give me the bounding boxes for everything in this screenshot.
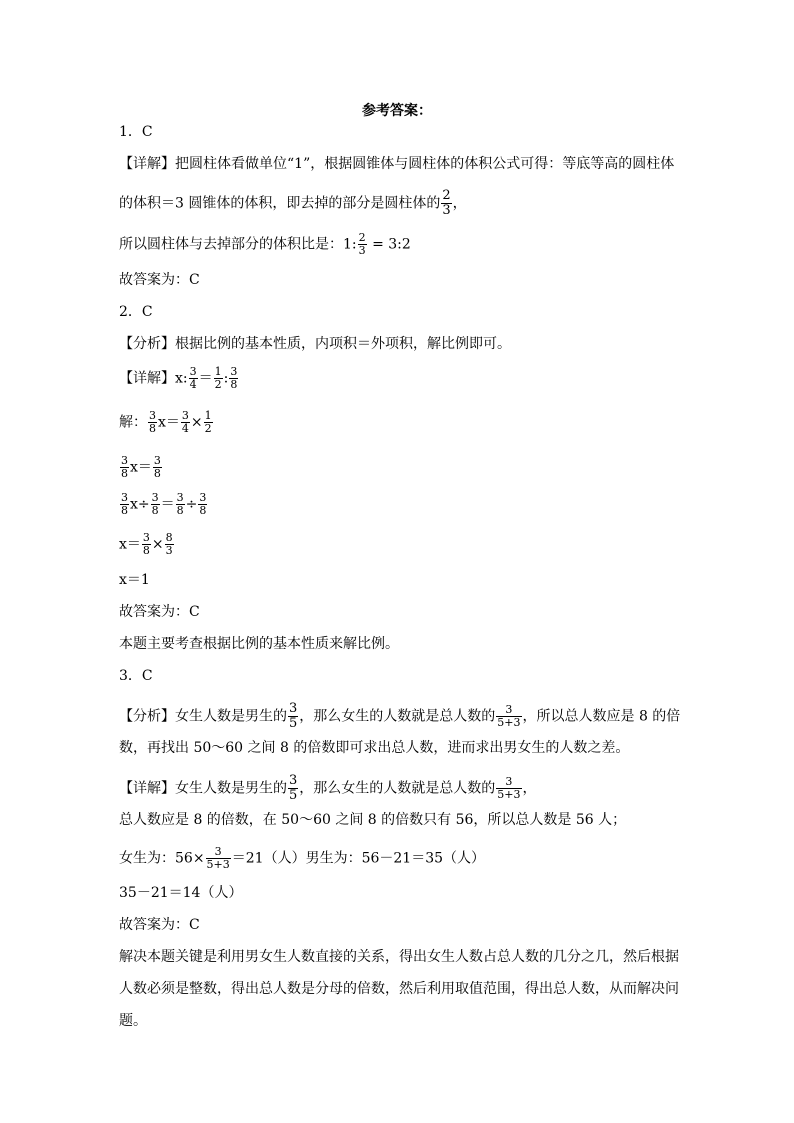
fraction: $\frac{3}{8}$ [230, 365, 238, 391]
q1-ratio-text: 所以圆柱体与去掉部分的体积比是：1: [119, 236, 357, 253]
q3-number: 3．C [119, 668, 153, 684]
fraction: $\frac{3}{5+3}$ [497, 775, 521, 801]
q2-number: 2．C [119, 304, 153, 320]
q2-step3: $\frac{3}{8}$ x÷ $\frac{3}{8}$ ＝ $\frac{3}{8}$ ÷ $\frac{3}{8}$ [121, 491, 207, 517]
detail-tag: 【详解】 [119, 370, 175, 387]
fraction: $\frac{3}{5+3}$ [497, 703, 521, 729]
q2-analysis-text: 根据比例的基本性质，内项积＝外项积，解比例即可。 [175, 336, 511, 352]
q2-detail-equation: 【详解】x: $\frac{3}{4}$ ＝ $\frac{1}{2}$ : $\frac{3}{8}$ [119, 365, 238, 391]
q1-answer: 故答案为：C [119, 272, 200, 288]
q2-answer: 故答案为：C [119, 604, 200, 620]
fraction: $\frac{1}{2}$ [214, 365, 222, 391]
fraction: $\frac{3}{5}$ [289, 701, 298, 731]
q1-ratio-result: = 3:2 [367, 236, 411, 253]
punct: ， [452, 195, 467, 212]
fraction: $\frac{3}{5}$ [289, 773, 298, 803]
page-title: 参考答案： [362, 103, 432, 119]
fraction: $\frac{3}{4}$ [189, 365, 197, 391]
fraction: $\frac{2}{3}$ [358, 231, 366, 257]
q1-detail-line1 [119, 154, 674, 174]
fraction: $\frac{3}{4}$ [181, 409, 189, 435]
detail-tag: 【详解】 [119, 156, 175, 172]
fraction: $\frac{1}{2}$ [204, 409, 212, 435]
fraction: $\frac{3}{8}$ [176, 491, 184, 517]
fraction: $\frac{3}{8}$ [151, 491, 159, 517]
q1-number: 1．C [119, 124, 153, 140]
q2-step1: 解： $\frac{3}{8}$ x＝ $\frac{3}{4}$ × $\frac{1}{2}$ [119, 409, 212, 435]
fraction: $\frac{8}{3}$ [165, 531, 173, 557]
q1-detail-text: 把圆柱体看做单位“1”，根据圆锥体与圆柱体的体积公式可得：等底等高的圆柱体 [175, 156, 675, 172]
q3-analysis-line1: 【分析】女生人数是男生的 $\frac{3}{5}$ ，那么女生的人数就是总人数的 $\frac{3}{5+3}$ ，所以总人数应是 8 的倍 [119, 701, 681, 731]
analysis-tag: 【分析】 [119, 336, 175, 352]
q2-step2: $\frac{3}{8}$ x＝ $\frac{3}{8}$ [121, 454, 161, 480]
q2-result: x＝1 [119, 572, 150, 588]
q3-answer: 故答案为：C [119, 917, 200, 933]
fraction: $\frac{3}{8}$ [142, 531, 150, 557]
q3-detail-line2: 总人数应是 8 的倍数，在 50～60 之间 8 的倍数只有 56，所以总人数是 56 人； [119, 812, 627, 828]
q2-summary: 本题主要考查根据比例的基本性质来解比例。 [119, 636, 399, 652]
q3-detail-line1: 【详解】女生人数是男生的 $\frac{3}{5}$ ，那么女生的人数就是总人数的 $\frac{3}{5+3}$ ， [119, 773, 537, 803]
q3-girls-line: 女生为：56× $\frac{3}{5+3}$ ＝21（人）男生为：56－21＝35（人） [119, 845, 486, 871]
q1-detail-text: 的体积＝3 圆锥体的体积，即去掉的部分是圆柱体的 [119, 195, 441, 212]
q3-summary-line3: 题。 [119, 1013, 147, 1029]
q3-analysis-line2: 数，再找出 50～60 之间 8 的倍数即可求出总人数，进而求出男女生的人数之差。 [119, 740, 630, 756]
q3-summary-line2: 人数必须是整数，得出总人数是分母的倍数，然后利用取值范围，得出总人数，从而解决问 [119, 981, 679, 997]
analysis-tag: 【分析】 [119, 708, 175, 725]
fraction: $\frac{3}{8}$ [153, 454, 161, 480]
fraction: $\frac{3}{5+3}$ [206, 845, 230, 871]
fraction: $\frac{2}{3}$ [442, 188, 451, 218]
fraction: $\frac{3}{8}$ [121, 454, 128, 480]
q2-analysis [119, 334, 511, 354]
q3-diff: 35－21＝14（人） [119, 885, 243, 901]
q3-summary-line1: 解决本题关键是利用男女生人数直接的关系，得出女生人数占总人数的几分之几，然后根据 [119, 949, 679, 965]
fraction: $\frac{3}{8}$ [121, 491, 128, 517]
detail-tag: 【详解】 [119, 780, 175, 797]
q1-detail-line2 [119, 189, 467, 218]
fraction: $\frac{3}{8}$ [199, 491, 207, 517]
fraction: $\frac{3}{8}$ [149, 409, 156, 435]
q1-ratio-line [119, 232, 411, 257]
q2-step4: x＝ $\frac{3}{8}$ × $\frac{8}{3}$ [119, 531, 173, 557]
